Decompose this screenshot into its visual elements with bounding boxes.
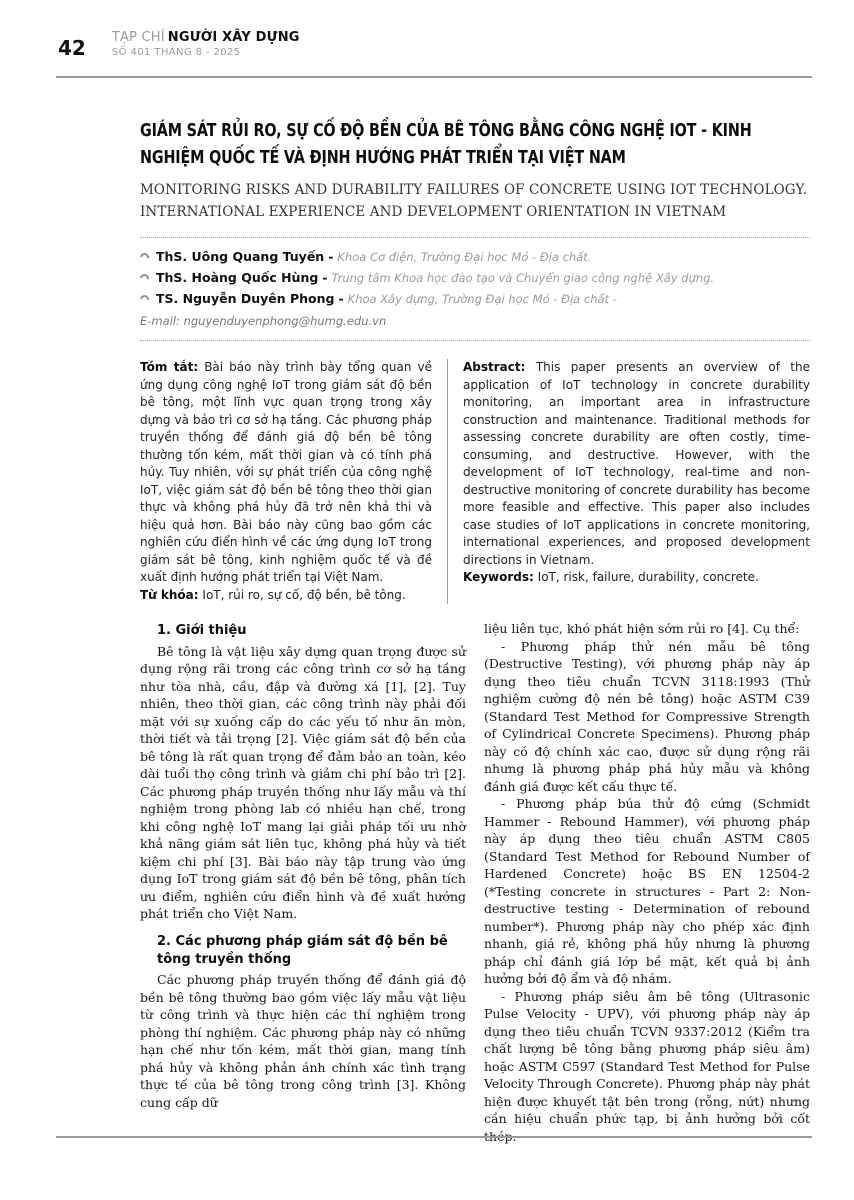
method-paragraph-destructive-testing: - Phương pháp thử nén mẫu bê tông (Destructive Testing), với phương pháp này áp dụng theo tiêu chuẩn TCVN 3118:1993 (Thử nghiệm cường độ nén bê tông) hoặc ASTM C39 (Standard Test Method for Compressive Strength of Cylindrical Concrete Specimens). Phương pháp này có độ chính xác cao, được sử dụng rộng rãi nhưng là phương pháp phá hủy mẫu và không đánh giá được kết cấu thực tế. xyxy=(484,638,810,794)
author-name: ThS. Hoàng Quốc Hùng xyxy=(156,270,319,286)
author-separator: - xyxy=(328,249,334,265)
journal-prefix: TẠP CHÍ xyxy=(111,30,165,45)
abstract-vietnamese xyxy=(140,359,447,604)
journal-title-line xyxy=(112,30,300,45)
author-row xyxy=(140,288,810,309)
header-divider xyxy=(56,76,812,78)
article xyxy=(140,118,810,1145)
authors-block xyxy=(140,237,810,341)
section-2-paragraph: Các phương pháp truyền thống để đánh giá độ bền bê tông thường bao gồm việc lấy mẫu vật liệu từ công trình và thực hiện các thí nghiệm trong phòng thí nghiệm. Các phương pháp này có những hạn chế như tốn kém, mất thời gian, mang tính phá hủy và không phản ánh chính xác tình trạng thực tế của bê tông trong công trình [3]. Không cung cấp dữ xyxy=(140,972,466,1110)
method-paragraph-ultrasonic-upv: - Phương pháp siêu âm bê tông (Ultrasonic Pulse Velocity - UPV), với phương pháp này áp dụng theo tiêu chuẩn TCVN 9337:2012 (Kiểm tra chất lượng bê tông bằng phương pháp siêu âm) hoặc ASTM C597 (Standard Test Method for Pulse Velocity Through Concrete). Phương pháp này phát hiện được khuyết tật bên trong (rỗng, nứt) nhưng cần hiệu chuẩn phức tạp, bị ảnh hưởng bởi cốt thép. xyxy=(484,988,810,1144)
abstract-en-text xyxy=(463,359,810,569)
author-row xyxy=(140,246,810,267)
body-column-right xyxy=(484,620,810,1145)
keywords-en-label: Keywords: xyxy=(463,570,534,585)
section-1-heading: 1. Giới thiệu xyxy=(157,623,247,639)
author-name: TS. Nguyễn Duyên Phong xyxy=(156,291,335,307)
author-bullet-icon xyxy=(138,294,151,307)
abstract-english xyxy=(447,359,810,604)
author-affiliation: Khoa Cơ điện, Trường Đại học Mỏ - Địa chất. xyxy=(337,250,592,265)
author-separator: - xyxy=(322,270,328,286)
author-separator: - xyxy=(338,291,344,307)
author-affiliation: Khoa Xây dựng, Trường Đại học Mỏ - Địa chất - xyxy=(347,292,617,307)
page-number: 42 xyxy=(58,36,86,60)
continuation-paragraph: liệu liên tục, khó phát hiện sớm rủi ro [4]. Cụ thể: xyxy=(484,621,800,637)
journal-name: NGƯỜI XÂY DỰNG xyxy=(167,30,300,45)
abstract-en-label: Abstract: xyxy=(463,360,526,375)
author-bullet-icon xyxy=(138,273,151,286)
method-paragraph-rebound-hammer: - Phương pháp búa thử độ cứng (Schmidt Hammer - Rebound Hammer), với phương pháp này áp dụng theo tiêu chuẩn ASTM C805 (Standard Test Method for Rebound Number of Hardened Concrete) hoặc BS EN 12504-2 (*Testing concrete in structures - Part 2: Non-destructive testing - Determination of rebound number*). Phương pháp này cho phép xác định nhanh, giá rẻ, không phá hủy nhưng là phương pháp chỉ đánh giá lớp bề mặt, kết quả bị ảnh hưởng bởi độ ẩm và độ nhám. xyxy=(484,796,810,987)
author-affiliation: Trung tâm Khoa học đào tạo và Chuyển giao công nghệ Xây dựng. xyxy=(331,271,715,286)
journal-issue: SỐ 401 THÁNG 8 - 2025 xyxy=(111,47,241,58)
keywords-en-list: IoT, risk, failure, durability, concrete. xyxy=(537,570,759,585)
abstract-section xyxy=(140,359,810,604)
article-title-vietnamese: GIÁM SÁT RỦI RO, SỰ CỐ ĐỘ BỀN CỦA BÊ TÔNG BẰNG CÔNG NGHỆ IOT - KINH NGHIỆM QUỐC TẾ VÀ ĐỊNH HƯỚNG PHÁT TRIỂN TẠI VIỆT NAM xyxy=(140,121,752,169)
journal-masthead xyxy=(112,30,300,58)
keywords-vi xyxy=(140,587,432,605)
abstract-en-body: This paper presents an overview of the application of IoT technology in concrete durability monitoring, an important area in infrastructure construction and maintenance. Traditional methods for assessing concrete durability are often costly, time-consuming, and destructive. However, with the development of IoT technology, real-time and non-destructive monitoring of concrete durability has become more feasible and effective. This paper also includes case studies of IoT applications in concrete monitoring, international experiences, and proposed development directions in Vietnam. xyxy=(463,360,810,567)
author-row xyxy=(140,267,810,288)
author-email: E-mail: nguyenduyenphong@humg.edu.vn xyxy=(140,314,387,329)
footer-divider xyxy=(56,1136,812,1138)
keywords-en xyxy=(463,569,810,587)
keywords-vi-list: IoT, rủi ro, sự cố, độ bền, bê tông. xyxy=(202,587,406,602)
abstract-vi-label: Tóm tắt: xyxy=(140,360,199,375)
article-body xyxy=(140,620,810,1145)
author-name: ThS. Uông Quang Tuyến xyxy=(156,249,325,265)
section-2-heading: 2. Các phương pháp giám sát độ bền bê tông truyền thống xyxy=(157,933,448,967)
body-column-left xyxy=(140,620,466,1145)
article-title-english: MONITORING RISKS AND DURABILITY FAILURES OF CONCRETE USING IOT TECHNOLOGY. INTERNATIONAL EXPERIENCE AND DEVELOPMENT ORIENTATION IN VIETNAM xyxy=(140,182,808,220)
abstract-vi-text xyxy=(140,359,432,587)
page-header xyxy=(58,30,812,60)
keywords-vi-label: Từ khóa: xyxy=(140,587,199,602)
author-bullet-icon xyxy=(138,252,151,265)
section-1-paragraph: Bê tông là vật liệu xây dựng quan trọng được sử dụng rộng rãi trong các công trình cơ sở hạ tầng như tòa nhà, cầu, đập và đường xá [1], [2]. Tuy nhiên, theo thời gian, các công trình này phải đối mặt với sự xuống cấp do các yếu tố như ăn mòn, thời tiết và tải trọng [2]. Việc giám sát độ bền của bê tông là rất quan trọng để đảm bảo an toàn, kéo dài tuổi thọ công trình và giảm chi phí bảo trì [2]. Các phương pháp truyền thống như lấy mẫu và thí nghiệm trong phòng lab có nhiều hạn chế, trong khi công nghệ IoT mang lại giải pháp tối ưu nhờ khả năng giám sát liên tục, không phá hủy và tiết kiệm chi phí [3]. Bài báo này tập trung vào ứng dụng IoT trong giám sát độ bền bê tông, phân tích ưu điểm, nghiên cứu điển hình và đề xuất hướng phát triển cho Việt Nam. xyxy=(140,643,466,922)
abstract-vi-body: Bài báo này trình bày tổng quan về ứng dụng công nghệ IoT trong giám sát độ bền bê tông, một lĩnh vực quan trọng trong xây dựng và bảo trì cơ sở hạ tầng. Các phương pháp truyền thống để đánh giá độ bền bê tông thường tốn kém, mất thời gian và có tính phá hủy. Tuy nhiên, với sự phát triển của công nghệ IoT, việc giám sát độ bền bê tông theo thời gian thực và không phá hủy đã trở nên khả thi và hiệu quả hơn. Bài báo này cũng bao gồm các nghiên cứu điển hình về các ứng dụng IoT trong giám sát bê tông, kinh nghiệm quốc tế và đề xuất định hướng phát triển tại Việt Nam. xyxy=(140,360,433,585)
